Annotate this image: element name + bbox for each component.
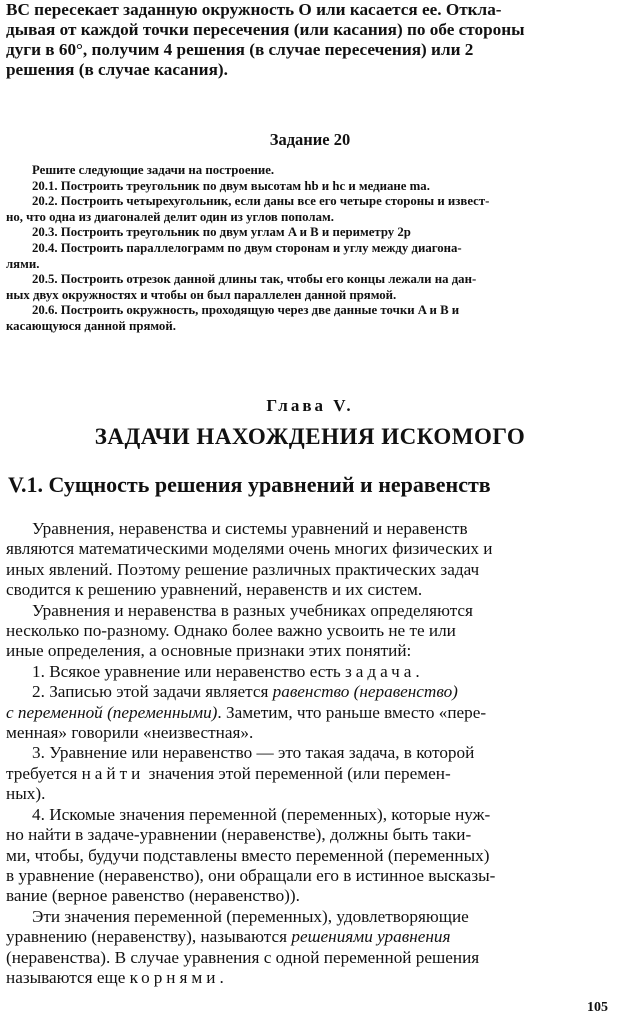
intro-paragraph [6, 0, 610, 80]
task-item: 20.6. Построить окружность, проходящую через две данные точки A и B и [32, 303, 460, 318]
intro-line: ВС пересекает заданную окружность О или касается ее. Откла- [6, 0, 502, 19]
body-line: Эти значения переменной (переменных), удовлетворяющие [32, 906, 469, 926]
chapter-label: Глава V. [266, 396, 354, 415]
section-title [8, 472, 612, 498]
spaced-word: корнями. [129, 967, 228, 987]
body-line: сводится к решению уравнений, неравенств и их систем. [6, 580, 423, 600]
chapter-title: ЗАДАЧИ НАХОЖДЕНИЯ ИСКОМОГО [94, 424, 526, 449]
body-line: в уравнение (неравенство), они обращали его в истинное высказы- [6, 865, 496, 885]
body-text [6, 519, 612, 988]
body-line: Уравнения, неравенства и системы уравнений и неравенств [32, 519, 468, 538]
task-item-continuation: ных двух окружностях и чтобы он был параллелен данной прямой. [6, 287, 397, 302]
task-item: 20.5. Построить отрезок данной длины так, чтобы его концы лежали на дан- [32, 272, 477, 287]
body-line: 3. Уравнение или неравенство — это такая задача, в которой [32, 743, 475, 763]
body-line [6, 703, 612, 723]
task-item-continuation: но, что одна из диагоналей делит один из углов пополам. [6, 209, 334, 224]
task-item: 20.4. Построить параллелограмм по двум сторонам и углу между диагона- [32, 240, 462, 255]
body-line: менная» говорили «неизвестная». [6, 723, 254, 743]
body-line: Уравнения и неравенства в разных учебниках определяются [32, 600, 473, 620]
spaced-word: найти [81, 763, 145, 783]
body-line: (неравенства). В случае уравнения с одной переменной решения [6, 947, 480, 967]
italic-term: с переменной (переменными) [6, 702, 218, 722]
body-line: несколько по-разному. Однако более важно усвоить не те или [6, 621, 456, 641]
body-line [6, 927, 612, 947]
task-title: Задание 20 [269, 130, 351, 149]
body-line [6, 662, 612, 682]
page-number: 105 [587, 1000, 608, 1015]
intro-line: дуги в 60°, получим 4 решения (в случае пересечения) или 2 [6, 40, 474, 59]
task-lead: Решите следующие задачи на построение. [32, 163, 275, 177]
body-line: 4. Искомые значения переменной (переменных), которые нуж- [32, 804, 491, 824]
text-run: . Заметим, что раньше вместо «пере- [217, 702, 487, 722]
body-line: ных). [6, 784, 46, 804]
text-run: уравнению (неравенству), называются [6, 927, 292, 947]
text-run: требуется [6, 763, 82, 783]
body-line [6, 764, 612, 784]
text-run: 2. Записью этой задачи является [32, 682, 273, 702]
body-line: вание (верное равенство (неравенство)). [6, 886, 300, 906]
body-line [6, 968, 612, 988]
text-run: называются еще [6, 967, 130, 987]
italic-term: решениями уравнения [291, 927, 451, 947]
body-line: иных явлений. Поэтому решение различных практических задач [6, 559, 480, 579]
task-item: 20.3. Построить треугольник по двум углам A и B и периметру 2p [32, 225, 411, 240]
task-item-continuation: лями. [6, 256, 40, 271]
intro-line: дывая от каждой точки пересечения (или касания) по обе стороны [6, 20, 525, 39]
task-item: 20.2. Построить четырехугольник, если даны все его четыре стороны и извест- [32, 194, 490, 209]
task-item-continuation: касающуюся данной прямой. [6, 318, 176, 333]
body-line: но найти в задаче-уравнении (неравенстве), должны быть таки- [6, 825, 472, 845]
body-line [6, 682, 612, 702]
body-line: ми, чтобы, будучи подставлены вместо переменной (переменных) [6, 845, 490, 865]
task-list [6, 163, 612, 335]
text-run: значения этой переменной (или перемен- [144, 763, 451, 783]
body-line: иные определения, а основные признаки этих понятий: [6, 641, 412, 661]
text-run: 1. Всякое уравнение или неравенство есть [32, 661, 345, 681]
body-line: являются математическими моделями очень многих физических и [6, 539, 493, 559]
intro-line: решения (в случае касания). [6, 60, 228, 79]
spaced-word: задача. [345, 661, 424, 681]
italic-term: равенство (неравенство) [272, 682, 458, 702]
task-item: 20.1. Построить треугольник по двум высотам hb и hc и медиане ma. [32, 178, 430, 193]
section-title-text: V.1. Сущность решения уравнений и неравенств [8, 472, 491, 497]
